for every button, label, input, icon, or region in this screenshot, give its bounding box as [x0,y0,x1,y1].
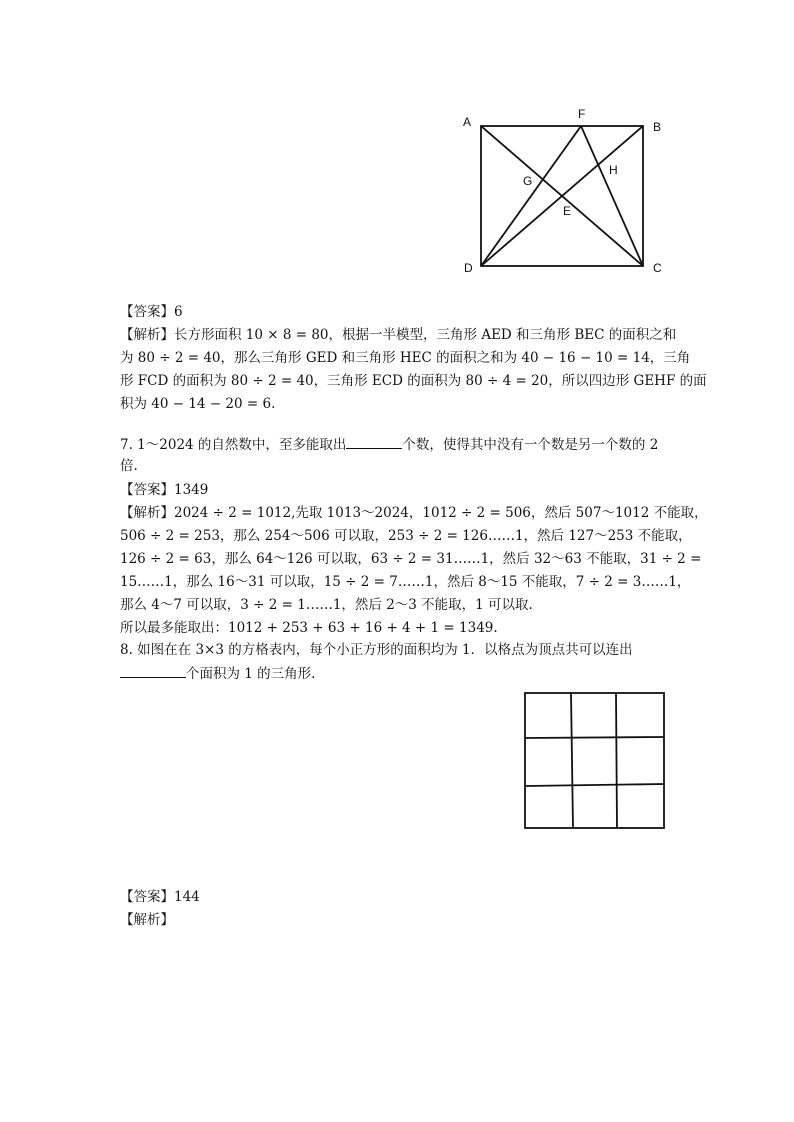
q6-answer: 【答案】6 [120,304,183,320]
q7-answer: 【答案】1349 [120,482,209,498]
q8-answer-blank [120,663,186,678]
q7-question-end: 个数，使得其中没有一个数是另一个数的 2 [402,437,659,453]
q8-question-line-2 [120,663,680,684]
segment-df [481,126,581,266]
label-e: E [563,204,572,218]
q8-question-line-1: 8. 如图在在 3×3 的方格表内，每个小正方形的面积均为 1．以格点为顶点共可以连出 [120,642,633,658]
rectangle-diagram [450,100,680,280]
q8-question-end: 个面积为 1 的三角形. [186,666,316,682]
grid-border [525,693,664,828]
label-b: B [653,120,662,134]
label-f: F [578,107,586,121]
grid-3x3-diagram [518,686,673,836]
q7-explanation-line-5: 那么 4～7 可以取，3 ÷ 2 = 1……1，然后 2～3 不能取，1 可以取. [120,597,533,613]
grid-hline-1 [525,737,664,738]
q7-explanation-line-1: 【解析】2024 ÷ 2 = 1012,先取 1013～2024，1012 ÷ 2 = 506，然后 507～1012 不能取， [120,505,708,521]
grid-vline-2 [616,693,617,828]
q8-answer: 【答案】144 [120,889,200,905]
label-d: D [464,261,473,275]
segment-fc [581,126,643,266]
q7-explanation-line-2: 506 ÷ 2 = 253，那么 254～506 可以取，253 ÷ 2 = 126……1，然后 127～253 不能取， [120,528,692,544]
q6-explanation-line-4: 积为 40 − 14 − 20 = 6. [120,396,276,412]
q7-explanation-line-3: 126 ÷ 2 = 63，那么 64～126 可以取，63 ÷ 2 = 31……1，然后 32～63 不能取，31 ÷ 2 = [120,551,702,567]
label-g: G [523,174,533,188]
label-a: A [463,115,472,129]
q7-explanation-line-4: 15……1，那么 16～31 可以取，15 ÷ 2 = 7……1，然后 8～15 不能取，7 ÷ 2 = 3……1， [120,574,691,590]
q6-explanation-line-2: 为 80 ÷ 2 = 40，那么三角形 GED 和三角形 HEC 的面积之和为 40 − 16 − 10 = 14，三角 [120,350,691,366]
q7-question-start: 7. 1～2024 的自然数中，至多能取出 [120,437,347,453]
q7-explanation-line-6: 所以最多能取出：1012 + 253 + 63 + 16 + 4 + 1 = 1349. [120,620,498,636]
q8-explanation: 【解析】 [120,912,174,928]
q6-explanation-line-3: 形 FCD 的面积为 80 ÷ 2 = 40，三角形 ECD 的面积为 80 ÷ 4 = 20，所以四边形 GEHF 的面 [120,373,707,389]
q6-explanation-line-1: 【解析】长方形面积 10 × 8 = 80，根据一半模型，三角形 AED 和三角形 BEC 的面积之和 [120,327,677,343]
label-h: H [609,163,618,177]
label-c: C [653,261,662,275]
grid-hline-2 [526,784,664,786]
q7-question-line-2: 倍. [120,458,138,474]
grid-vline-1 [571,693,573,828]
q7-question-line-1 [120,434,680,455]
q7-answer-blank [346,434,402,449]
